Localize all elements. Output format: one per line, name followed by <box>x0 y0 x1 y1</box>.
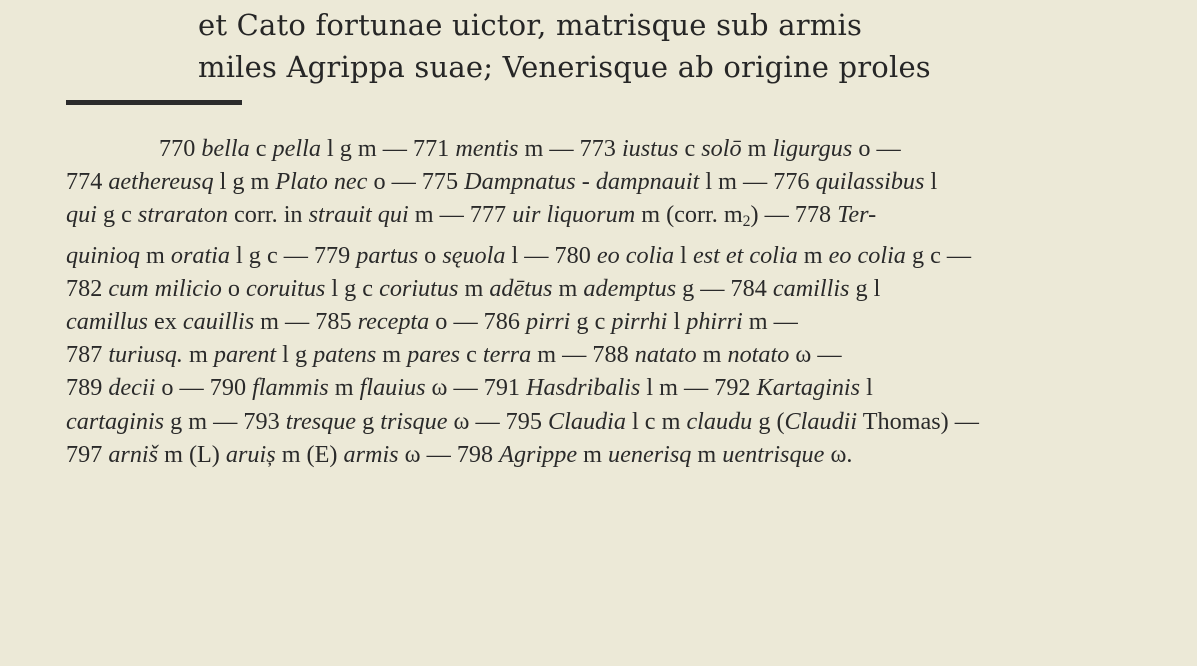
apparatus-reading: uir liquorum <box>512 201 636 229</box>
apparatus-text: Thomas) — <box>857 407 979 435</box>
apparatus-text: o — 786 <box>429 307 526 335</box>
apparatus-text: m — 785 <box>254 307 358 335</box>
apparatus-line <box>66 198 1148 238</box>
verse-block <box>198 4 931 88</box>
apparatus-reading: recepta <box>357 307 430 335</box>
apparatus-text: l <box>860 374 873 402</box>
apparatus-text: l c m <box>625 407 687 435</box>
apparatus-text: g <box>356 407 381 435</box>
apparatus-text: 770 <box>159 135 202 162</box>
apparatus-reading: aruiș <box>225 440 276 468</box>
apparatus-text: l g m — 771 <box>320 135 456 162</box>
apparatus-reading: Hasdribalis <box>526 374 641 402</box>
apparatus-reading: cum milicio <box>108 274 222 302</box>
apparatus-reading: est et colia <box>692 241 798 269</box>
apparatus-text: 789 <box>66 374 109 402</box>
apparatus-text: 2 <box>742 213 751 231</box>
apparatus-text: l <box>924 168 938 196</box>
verse-line: miles Agrippa suae; Venerisque ab origine proles <box>198 50 931 84</box>
apparatus-line <box>66 132 1148 165</box>
apparatus-text: m <box>577 440 609 468</box>
apparatus-text: m (L) <box>158 440 226 468</box>
apparatus-text: c <box>678 135 702 162</box>
apparatus-text: c <box>460 341 483 369</box>
apparatus-reading: coriutus <box>379 274 459 302</box>
apparatus-reading: patens <box>313 341 377 369</box>
apparatus-reading: coruitus <box>246 274 326 302</box>
apparatus-reading: ligurgus <box>772 135 853 162</box>
apparatus-reading: aethereusq <box>108 168 214 196</box>
apparatus-text: l <box>667 307 687 335</box>
apparatus-text: ω — <box>789 341 842 369</box>
apparatus-reading: Claudii <box>784 407 858 435</box>
apparatus-reading: qui <box>66 201 97 229</box>
apparatus-reading: ademptus <box>583 274 677 302</box>
apparatus-text: g l <box>849 274 881 302</box>
apparatus-reading: mentis <box>455 135 519 162</box>
apparatus-reading: quilassibus <box>815 168 925 196</box>
apparatus-text: g c — <box>905 241 972 269</box>
apparatus-reading: sęuola <box>442 241 506 269</box>
apparatus-text: l m — 792 <box>640 374 757 402</box>
apparatus-text: m <box>797 241 829 269</box>
apparatus-reading: parent <box>213 341 277 369</box>
apparatus-reading: eo colia <box>828 241 906 269</box>
apparatus-reading: eo colia <box>596 241 675 269</box>
apparatus-line <box>66 338 1148 371</box>
apparatus-text: ω — 791 <box>425 374 527 402</box>
apparatus-reading: tresque <box>285 407 357 435</box>
apparatus-text: m — 773 <box>518 135 622 162</box>
apparatus-text: m <box>139 241 171 269</box>
apparatus-reading: decii <box>108 374 156 402</box>
apparatus-reading: iustus <box>621 135 679 162</box>
apparatus-text: l g <box>276 341 314 369</box>
apparatus-text: g m — 793 <box>164 407 286 435</box>
apparatus-reading: flauius <box>359 374 426 402</box>
apparatus-text: o <box>221 274 247 302</box>
apparatus-line <box>66 305 1148 338</box>
apparatus-reading: camillus <box>66 307 148 335</box>
apparatus-reading: Ter- <box>837 201 877 229</box>
apparatus-reading: flammis <box>252 374 329 402</box>
apparatus-reading: notato <box>727 341 790 369</box>
apparatus-text: corr. in <box>227 201 309 229</box>
apparatus-text: o — <box>852 135 901 162</box>
apparatus-text: c <box>249 135 273 162</box>
apparatus-line <box>66 405 1148 438</box>
apparatus-text: l g c — 779 <box>229 241 357 269</box>
apparatus-reading: oratia <box>170 241 230 269</box>
apparatus-reading: armis <box>343 440 399 468</box>
apparatus-text: m <box>741 135 773 162</box>
apparatus-text: ω. <box>824 440 853 468</box>
apparatus-reading: cauillis <box>182 307 255 335</box>
apparatus-line <box>66 438 1148 471</box>
apparatus-text: 774 <box>66 168 109 196</box>
apparatus-text: m — 788 <box>531 341 635 369</box>
apparatus-reading: trisque <box>380 407 448 435</box>
apparatus-reading: cartaginis <box>66 407 165 435</box>
apparatus-reading: strauit qui <box>308 201 409 229</box>
apparatus-reading: solō <box>701 135 742 162</box>
apparatus-reading: natato <box>634 341 697 369</box>
apparatus-text: m <box>458 274 490 302</box>
apparatus-reading: turiusq. <box>108 341 183 369</box>
apparatus-text: 782 <box>66 274 109 302</box>
apparatus-reading: uenerisq <box>608 440 692 468</box>
apparatus-line <box>66 371 1148 404</box>
apparatus-line <box>66 272 1148 305</box>
apparatus-text: ω — 795 <box>447 407 549 435</box>
apparatus-reading: quinioq <box>66 241 140 269</box>
apparatus-text: g c <box>570 307 612 335</box>
apparatus-text: m <box>691 440 723 468</box>
apparatus-text: o — 775 <box>367 168 465 196</box>
apparatus-reading: straraton <box>137 201 228 229</box>
apparatus-reading: arniš <box>108 440 159 468</box>
verse-line: et Cato fortunae uictor, matrisque sub armis <box>198 8 863 42</box>
apparatus-text: m (E) <box>275 440 344 468</box>
apparatus-line <box>66 165 1148 198</box>
apparatus-reading: partus <box>356 241 419 269</box>
apparatus-text: o <box>418 241 443 269</box>
apparatus-text: m — <box>742 307 798 335</box>
apparatus-reading: Plato nec <box>275 168 368 196</box>
apparatus-text: m — 777 <box>408 201 513 229</box>
apparatus-reading: pirrhi <box>611 307 668 335</box>
apparatus-reading: claudu <box>686 407 753 435</box>
apparatus-text: m <box>376 341 408 369</box>
apparatus-reading: Kartaginis <box>756 374 861 402</box>
apparatus-text: m <box>696 341 728 369</box>
apparatus-text: l g c <box>325 274 380 302</box>
apparatus-reading: Agrippe <box>499 440 578 468</box>
apparatus-text: m <box>182 341 214 369</box>
apparatus-text: g c <box>96 201 138 229</box>
apparatus-text: ω — 798 <box>398 440 500 468</box>
apparatus-reading: phirri <box>686 307 743 335</box>
apparatus-text: g — 784 <box>676 274 773 302</box>
apparatus-reading: camillis <box>772 274 850 302</box>
apparatus-reading: uentrisque <box>722 440 825 468</box>
apparatus-text: l g m <box>213 168 276 196</box>
apparatus-reading: pares <box>407 341 461 369</box>
apparatus-line <box>66 239 1148 272</box>
apparatus-reading: Dampnatus - dampnauit <box>464 168 700 196</box>
apparatus-reading: pella <box>272 135 321 162</box>
apparatus-text: m <box>552 274 584 302</box>
apparatus-text: l — 780 <box>505 241 597 269</box>
apparatus-text: g ( <box>752 407 785 435</box>
apparatus-text: l <box>674 241 693 269</box>
apparatus-reading: Claudia <box>548 407 626 435</box>
apparatus-text: ex <box>147 307 183 335</box>
apparatus-reading: pirri <box>526 307 571 335</box>
section-divider <box>66 100 242 105</box>
apparatus-reading: terra <box>482 341 532 369</box>
apparatus-text: 787 <box>66 341 109 369</box>
critical-apparatus <box>66 132 1148 471</box>
apparatus-text: o — 790 <box>155 374 253 402</box>
apparatus-text: ) — 778 <box>750 201 838 229</box>
apparatus-reading: bella <box>201 135 250 162</box>
apparatus-text: m (corr. m <box>635 201 743 229</box>
apparatus-reading: adētus <box>489 274 553 302</box>
apparatus-text: m <box>328 374 360 402</box>
apparatus-text: 797 <box>66 440 109 468</box>
apparatus-text: l m — 776 <box>699 168 816 196</box>
